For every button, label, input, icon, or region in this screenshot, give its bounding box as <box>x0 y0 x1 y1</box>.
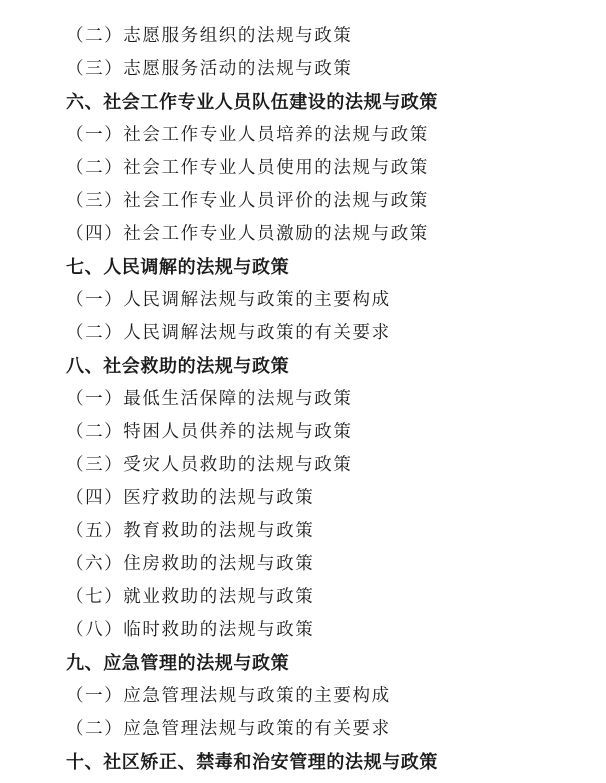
subsection-item: （一）社会工作专业人员培养的法规与政策 <box>66 125 429 145</box>
subsection-item: （七）就业救助的法规与政策 <box>66 587 315 607</box>
subsection-item: （二）应急管理法规与政策的有关要求 <box>66 719 391 739</box>
subsection-item: （三）社会工作专业人员评价的法规与政策 <box>66 191 429 211</box>
subsection-item: （三）志愿服务活动的法规与政策 <box>66 59 353 79</box>
subsection-item: （三）受灾人员救助的法规与政策 <box>66 455 353 475</box>
subsection-item: （一）应急管理法规与政策的主要构成 <box>66 686 391 706</box>
subsection-item: （二）社会工作专业人员使用的法规与政策 <box>66 158 429 178</box>
subsection-item: （二）特困人员供养的法规与政策 <box>66 422 353 442</box>
subsection-item: （五）教育救助的法规与政策 <box>66 521 315 541</box>
section-heading: 七、人民调解的法规与政策 <box>66 257 290 278</box>
subsection-item: （一）最低生活保障的法规与政策 <box>66 389 353 409</box>
section-heading: 八、社会救助的法规与政策 <box>66 356 290 377</box>
section-heading: 十、社区矫正、禁毒和治安管理的法规与政策 <box>66 752 438 773</box>
section-heading: 六、社会工作专业人员队伍建设的法规与政策 <box>66 92 438 113</box>
subsection-item: （一）人民调解法规与政策的主要构成 <box>66 290 391 310</box>
subsection-item: （四）医疗救助的法规与政策 <box>66 488 315 508</box>
section-heading: 九、应急管理的法规与政策 <box>66 653 290 674</box>
subsection-item: （八）临时救助的法规与政策 <box>66 620 315 640</box>
subsection-item: （六）住房救助的法规与政策 <box>66 554 315 574</box>
subsection-item: （四）社会工作专业人员激励的法规与政策 <box>66 224 429 244</box>
subsection-item: （二）志愿服务组织的法规与政策 <box>66 26 353 46</box>
subsection-item: （二）人民调解法规与政策的有关要求 <box>66 323 391 343</box>
document-body <box>66 20 596 779</box>
